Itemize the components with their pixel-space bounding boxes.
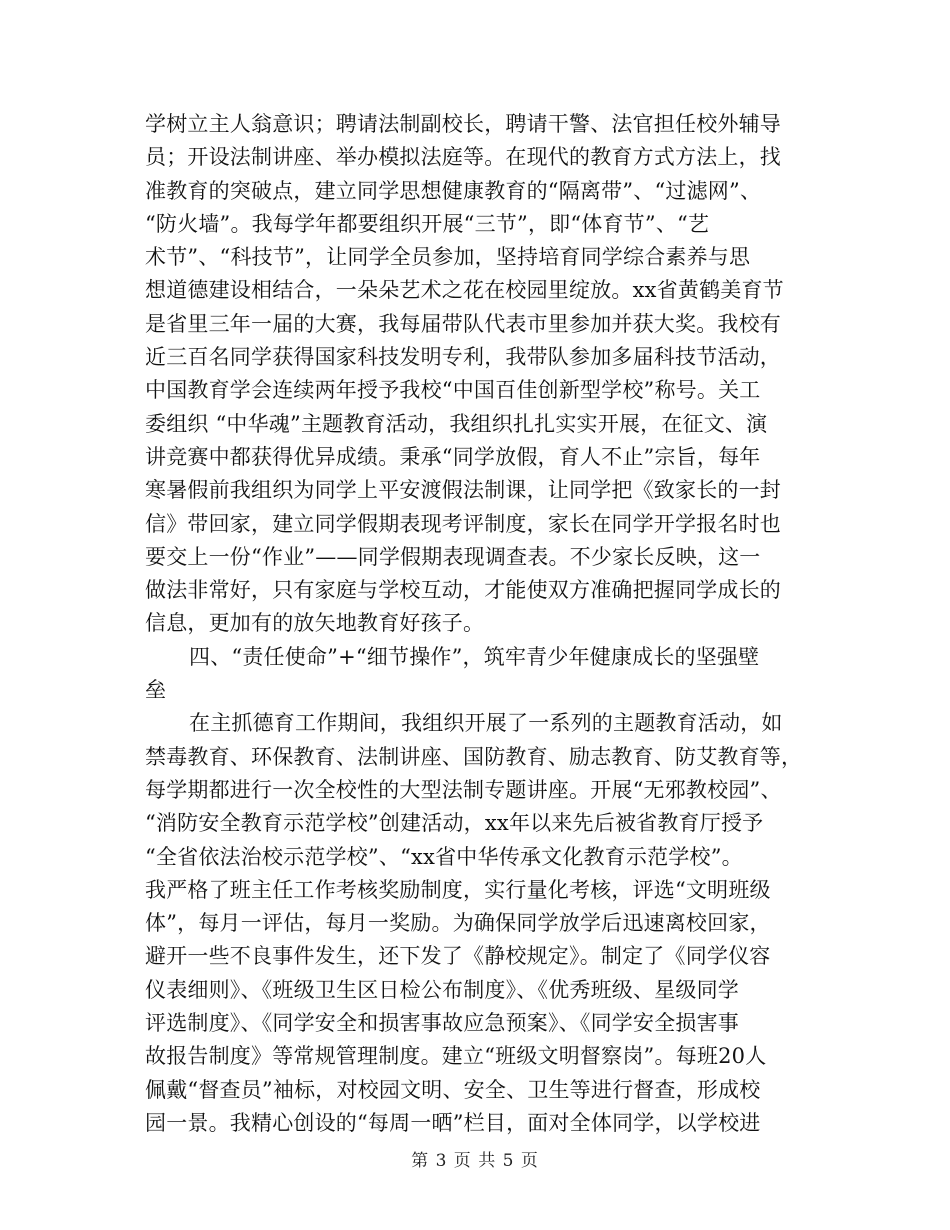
text-line: 学树立主人翁意识；聘请法制副校长，聘请干警、法官担任校外辅导 <box>145 112 781 136</box>
text-line: 四、“责任使命”+“细节操作”，筑牢青少年健康成长的坚强壁 <box>189 644 760 669</box>
text-line: 委组织 “中华魂”主题教育活动，我组织扎扎实实开展，在征文、演 <box>145 411 768 436</box>
text-line: 佩戴“督查员”袖标，对校园文明、安全、卫生等进行督查，形成校 <box>145 1077 761 1102</box>
text-line: 故报告制度》等常规管理制度。建立“班级文明督察岗”。每班20人 <box>145 1044 767 1069</box>
text-line: 寒暑假前我组织为同学上平安渡假法制课，让同学把《致家长的一封 <box>145 478 781 503</box>
text-line: 想道德建设相结合，一朵朵艺术之花在校园里绽放。xx省黄鹤美育节 <box>145 278 784 303</box>
text-line: 中国教育学会连续两年授予我校“中国百佳创新型学校”称号。关工 <box>145 378 761 403</box>
text-line: 体”，每月一评估，每月一奖励。为确保同学放学后迅速离校回家， <box>145 911 771 936</box>
text-line: 要交上一份“作业”——同学假期表现调查表。不少家长反映，这一 <box>145 544 761 569</box>
text-line: 评选制度》、《同学安全和损害事故应急预案》、《同学安全损害事 <box>145 1011 739 1036</box>
document-body <box>145 108 825 1140</box>
text-line: 是省里三年一届的大赛，我每届带队代表市里参加并获大奖。我校有 <box>145 311 781 336</box>
text-line: 准教育的突破点，建立同学思想健康教育的“隔离带”、“过滤网”、 <box>145 178 762 203</box>
text-line: 讲竞赛中都获得优异成绩。秉承“同学放假，育人不止”宗旨，每年 <box>145 444 761 469</box>
text-line: 避开一些不良事件发生，还下发了《静校规定》。制定了《同学仪容 <box>145 944 771 969</box>
text-line: 术节”、“科技节”，让同学全员参加，坚持培育同学综合素养与思 <box>145 245 751 270</box>
text-line: 做法非常好，只有家庭与学校互动，才能使双方准确把握同学成长的 <box>145 578 781 603</box>
text-line: 信》带回家，建立同学假期表现考评制度，家长在同学开学报名时也 <box>145 511 781 536</box>
text-line: 员；开设法制讲座、举办模拟法庭等。在现代的教育方式方法上，找 <box>145 145 781 170</box>
text-line: 在主抓德育工作期间，我组织开展了一系列的主题教育活动，如 <box>189 711 783 736</box>
text-line: “全省依法治校示范学校”、“xx省中华传承文化教育示范学校”。 <box>145 844 743 869</box>
text-line: 仪表细则》、《班级卫生区日检公布制度》、《优秀班级、星级同学 <box>145 977 739 1002</box>
text-line: 我严格了班主任工作考核奖励制度，实行量化考核，评选“文明班级 <box>145 877 771 902</box>
text-line: 每学期都进行一次全校性的大型法制专题讲座。开展“无邪教校园”、 <box>145 777 782 802</box>
text-line: 园一景。我精心创设的“每周一晒”栏目，面对全体同学，以学校进 <box>145 1110 761 1135</box>
text-line: 信息，更加有的放矢地教育好孩子。 <box>145 611 485 636</box>
text-line: “防火墙”。我每学年都要组织开展“三节”，即“体育节”、“艺 <box>145 211 710 236</box>
page-footer: 第 3 页 共 5 页 <box>411 1151 539 1171</box>
text-line: 垒 <box>145 678 167 703</box>
text-line: “消防安全教育示范学校”创建活动，xx年以来先后被省教育厅授予 <box>145 811 764 836</box>
text-line: 禁毒教育、环保教育、法制讲座、国防教育、励志教育、防艾教育等， <box>145 744 803 769</box>
text-line: 近三百名同学获得国家科技发明专利，我带队参加多届科技节活动， <box>145 345 781 370</box>
